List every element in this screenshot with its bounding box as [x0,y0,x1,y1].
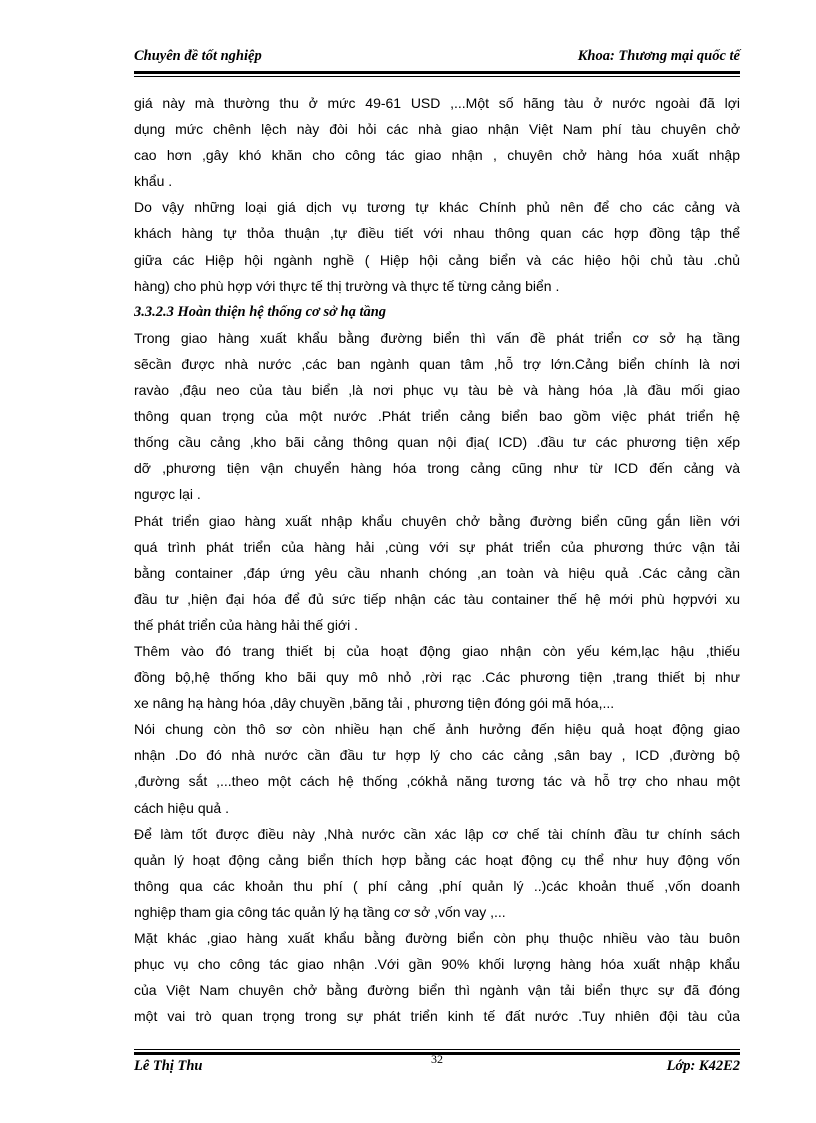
text-line: đầu tư ,hiện đại hóa để đủ sức tiếp nhận các tàu container thế hệ mới phù hợpvới xu [134,590,740,607]
text-line: khách hàng tự thỏa thuận ,tự điều tiết với nhau thông quan các hợp đồng tập thể [134,225,740,242]
text-line: giá này mà thường thu ở mức 49-61 USD ,...Một số hãng tàu ở nước ngoài đã lợi [134,95,740,111]
text-line: Thêm vào đó trang thiết bị của hoạt động giao nhận còn yếu kém,lạc hậu ,thiếu [134,642,740,659]
body-text [134,90,740,1029]
text-line: Để làm tốt được điều này ,Nhà nước cần xác lập cơ chế tài chính đầu tư chính sách [134,825,740,842]
text-line: Phát triển giao hàng xuất nhập khẩu chuyên chở bằng đường biển cũng gắn liền với [134,512,740,529]
text-line: một vai trò quan trọng trong sự phát triển kinh tế đất nước .Tuy nhiên đội tàu của [134,1008,740,1025]
text-line: Mặt khác ,giao hàng xuất khẩu bằng đường biển còn phụ thuộc nhiều vào tàu buôn [134,930,740,946]
text-line: của Việt Nam chuyên chở bằng đường biển thì ngành vận tải biển thực sự đã đóng [134,982,740,999]
text-line: thống cầu cảng ,kho bãi cảng thông quan nội địa( ICD) .đầu tư các phương tiện xếp [134,434,740,451]
text-line: cao hơn ,gây khó khăn cho công tác giao nhận , chuyên chở hàng hóa xuất nhập [134,147,740,164]
text-line: Do vậy những loại giá dịch vụ tương tự khác Chính phủ nên để cho các cảng và [134,199,740,216]
text-line: thông quan trọng của một nước .Phát triển cảng biển bao gồm việc phát triển hệ [134,408,740,425]
header-rule-thick [134,71,740,74]
header-rule-thin [134,76,740,77]
header-faculty: Khoa: Thương mại quốc tế [577,48,740,64]
text-line: quản lý hoạt động cảng biển thích hợp bằng các hoạt động cụ thể như huy động vốn [134,851,740,868]
text-line: khẩu . [134,173,173,190]
text-line: ravào ,đậu neo của tàu biển ,là nơi phục vụ tàu bè và hàng hóa ,là đầu mối giao [134,382,740,399]
text-line: đồng bộ,hệ thống kho bãi quy mô nhỏ ,rời rạc .Các phương tiện ,trang thiết bị như [134,669,740,686]
text-line: quá trình phát triển của hàng hải ,cùng với sự phát triển của phương thức vận tải [134,538,740,555]
text-line: thông qua các khoản thu phí ( phí cảng ,phí quản lý ..)các khoản thuế ,vốn doanh [134,877,740,894]
text-line: nghiệp tham gia công tác quản lý hạ tầng cơ sở ,vốn vay ,... [134,903,506,920]
text-line: cách hiệu quả . [134,799,229,816]
text-line: dụng mức chênh lệch này đòi hỏi các nhà giao nhận Việt Nam phí tàu chuyên chở [134,121,740,138]
text-line: ,đường sắt ,...theo một cách hệ thống ,cókhả năng tương tác và hỗ trợ cho nhau một [134,773,740,790]
text-line: ngược lại . [134,486,201,503]
text-line: phục vụ cho công tác giao nhận .Với gần 90% khối lượng hàng hóa xuất nhập khẩu [134,956,740,973]
text-line: nhận .Do đó nhà nước cần đầu tư hợp lý cho các cảng ,sân bay , ICD ,đường bộ [134,747,740,764]
text-line: xe nâng hạ hàng hóa ,dây chuyền ,băng tải , phương tiện đóng gói mã hóa,... [134,695,615,712]
text-line: bằng container ,đáp ứng yêu cầu nhanh chóng ,an toàn và hiệu quả .Các cảng cần [134,564,740,581]
text-line: Nói chung còn thô sơ còn nhiều hạn chế ảnh hưởng đến hiệu quả hoạt động giao [134,721,740,738]
page-header [134,48,740,70]
footer-class: Lớp: K42E2 [666,1058,740,1074]
text-line: thế phát triển của hàng hải thế giới . [134,616,358,633]
header-title: Chuyên đề tốt nghiệp [134,48,262,64]
text-line: hàng) cho phù hợp với thực tế thị trường và thực tế từng cảng biển . [134,277,560,294]
footer-author: Lê Thị Thu [134,1058,203,1074]
text-line: dỡ ,phương tiện vận chuyển hàng hóa trong cảng cũng như từ ICD đến cảng và [134,460,740,477]
text-line: giữa các Hiệp hội ngành nghề ( Hiệp hội cảng biển và các hiệo hội chủ tàu .chủ [134,251,740,268]
page-number: 32 [431,1052,443,1066]
footer-rule-thin [134,1049,740,1050]
text-line: Trong giao hàng xuất khẩu bằng đường biển thì vấn đề phát triển cơ sở hạ tầng [134,329,740,346]
page-footer [134,1052,740,1078]
section-heading: 3.3.2.3 Hoàn thiện hệ thống cơ sở hạ tầng [134,303,387,320]
text-line: sẽcần được nhà nước ,các ban ngành quan tâm ,hỗ trợ lớn.Cảng biển chính là nơi [134,355,740,372]
